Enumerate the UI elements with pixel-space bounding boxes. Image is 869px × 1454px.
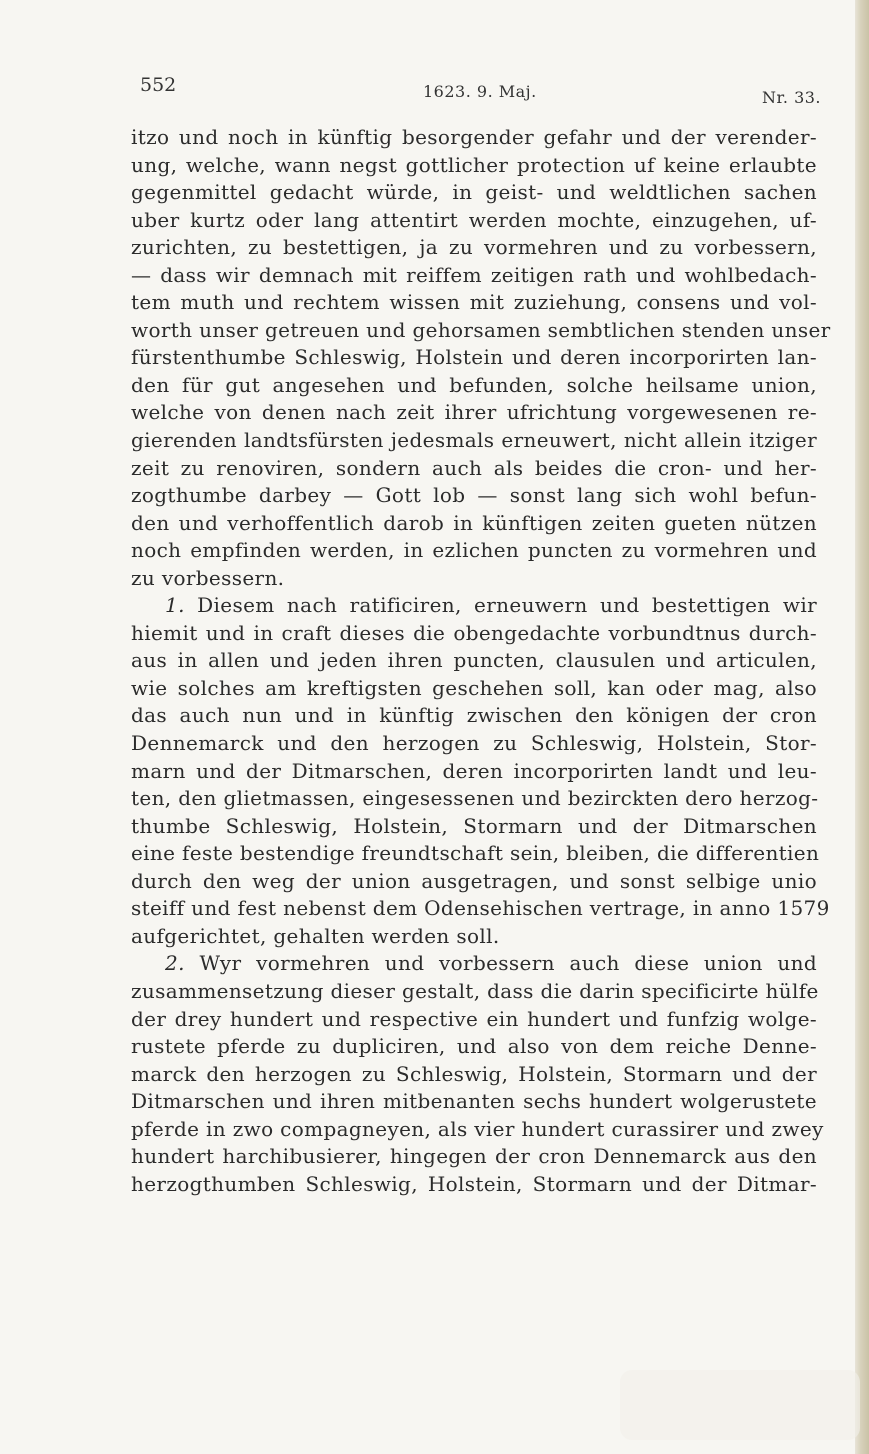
text-line: der drey hundert und respective ein hundert und funfzig wolge- (131, 1006, 817, 1031)
text-line: den und verhoffentlich darob in künftigen zeiten gueten nützen (131, 510, 817, 535)
text-line: ung, welche, wann negst gottlicher protection uf keine erlaubte (131, 152, 817, 177)
document-number: Nr. 33. (762, 88, 822, 107)
text-line: fürstenthumbe Schleswig, Holstein und deren incorporirten lan- (131, 345, 817, 370)
text-line: pferde in zwo compagneyen, als vier hundert curassirer und zwey (131, 1116, 824, 1141)
paragraph-number: 2. (165, 951, 185, 976)
text-line: zusammensetzung dieser gestalt, dass die darin specificirte hülfe (131, 978, 819, 1003)
text-line: zogthumbe darbey — Gott lob — sonst lang sich wohl befun- (131, 483, 817, 508)
text-line: thumbe Schleswig, Holstein, Stormarn und der Ditmarschen (131, 813, 817, 838)
text-line: Dennemarck und den herzogen zu Schleswig, Holstein, Stor- (131, 731, 817, 756)
text-line: das auch nun und in künftig zwischen den königen der cron (131, 703, 817, 728)
text-line: steiff und fest nebenst dem Odensehischen vertrage, in anno 1579 (131, 896, 830, 921)
text-line: den für gut angesehen und befunden, solche heilsame union, (131, 372, 817, 397)
page-number: 552 (140, 74, 177, 96)
paragraph-number: 1. (165, 593, 185, 618)
text-line: Diesem nach ratificiren, erneuwern und bestettigen wir (197, 593, 817, 618)
text-line: worth unser getreuen und gehorsamen sembtlichen stenden unser (131, 317, 831, 342)
text-line: itzo und noch in künftig besorgender gefahr und der verender- (131, 125, 817, 149)
text-line: gierenden landtsfürsten jedesmals erneuwert, nicht allein itziger (131, 428, 817, 453)
text-line: hiemit und in craft dieses die obengedachte vorbundtnus durch- (131, 620, 817, 645)
text-line: uber kurtz oder lang attentirt werden mochte, einzugehen, uf- (131, 207, 817, 232)
text-line: aufgerichtet, gehalten werden soll. (131, 923, 500, 948)
text-line: welche von denen nach zeit ihrer ufrichtung vorgewesenen re- (131, 400, 817, 425)
text-line: marn und der Ditmarschen, deren incorporirten landt und leu- (131, 758, 817, 783)
text-line: Ditmarschen und ihren mitbenanten sechs hundert wolgerustete (131, 1089, 817, 1114)
text-line: zurichten, zu bestettigen, ja zu vormehren und zu vorbessern, (131, 235, 817, 260)
text-line: tem muth und rechtem wissen mit zuziehung, consens und vol- (131, 290, 817, 315)
page-edge-shadow (855, 0, 869, 1454)
scan-artifact (620, 1370, 860, 1440)
page-header (0, 70, 869, 110)
text-line: herzogthumben Schleswig, Holstein, Stormarn und der Ditmar- (131, 1171, 817, 1196)
text-line: noch empfinden werden, in ezlichen puncten zu vormehren und (131, 538, 817, 563)
text-line: gegenmittel gedacht würde, in geist- und weldtlichen sachen (131, 180, 817, 205)
text-line: eine feste bestendige freundtschaft sein, bleiben, die differentien (131, 841, 820, 866)
text-line: durch den weg der union ausgetragen, und sonst selbige unio (131, 868, 817, 893)
paragraph-2-first-line (131, 950, 817, 978)
text-line: Wyr vormehren und vorbessern auch diese union und (199, 951, 817, 976)
text-line: aus in allen und jeden ihren puncten, clausulen und articulen, (131, 648, 817, 673)
text-line: marck den herzogen zu Schleswig, Holstein, Stormarn und der (131, 1061, 817, 1086)
text-line: zeit zu renoviren, sondern auch als beides die cron- und her- (131, 455, 817, 480)
text-line: rustete pferde zu dupliciren, und also von dem reiche Denne- (131, 1034, 817, 1059)
text-line: ten, den glietmassen, eingesessenen und bezirckten dero herzog- (131, 786, 819, 811)
text-line: wie solches am kreftigsten geschehen soll, kan oder mag, also (131, 675, 817, 700)
text-line: — dass wir demnach mit reiffem zeitigen rath und wohlbedach- (131, 262, 817, 287)
paragraph-1-first-line (131, 592, 817, 620)
document-date: 1623. 9. Maj. (423, 82, 537, 101)
body-text (131, 124, 831, 1198)
text-line: zu vorbessern. (131, 565, 285, 590)
text-line: hundert harchibusierer, hingegen der cron Dennemarck aus den (131, 1144, 817, 1169)
